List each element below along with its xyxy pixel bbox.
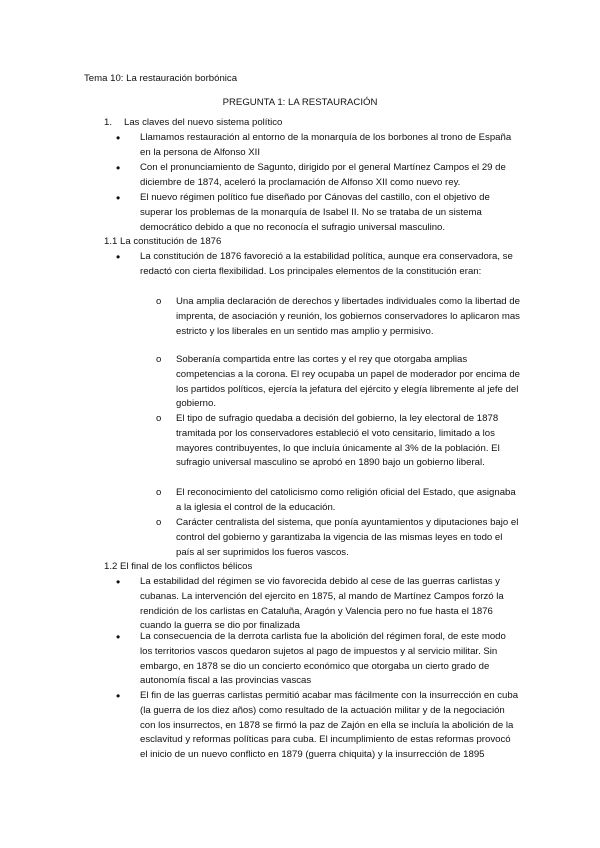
list-marker: o [156,296,162,307]
list-item: • El nuevo régimen político fue diseñado por Cánovas del castillo, con el objetivo de superar los problemas de la monarquía de Isabel II. No se trataba de un sistema democrático debido a que no reconocía el sufragio universal masculino. [120,191,520,235]
list-item: • La constitución de 1876 favoreció a la estabilidad política, aunque era conservadora, se redactó con cierta flexibilidad. Los principales elementos de la constitución eran: [120,250,520,280]
list-item: • Con el pronunciamiento de Sagunto, dirigido por el general Martínez Campos el 29 de diciembre de 1874, aceleró la proclamación de Alfonso XII como nuevo rey. [120,161,520,191]
section-title: Las claves del nuevo sistema político [124,117,283,128]
question-title: PREGUNTA 1: LA RESTAURACIÓN [222,97,378,108]
sub-list-item: o Carácter centralista del sistema, que ponía ayuntamientos y diputaciones bajo el control del gobierno y garantizaba la vigencia de las mismas leyes en todo el país al ser suprimidos los fueros vascos. [156,517,519,558]
subsection-heading-1-1: 1.1 La constitución de 1876 [104,236,222,247]
list-marker: o [156,517,162,528]
list-item: • La consecuencia de la derrota carlista fue la abolición del régimen foral, de este modo los territorios vascos quedaron sujetos al pago de impuestos y al servicio militar. Sin embargo, en 1878 se dio un concierto económico que otorgaba un cierto grado de autonomía fiscal a las provincias vascas [120,630,520,689]
section-number: 1. [104,117,113,128]
sub-list-item: o El tipo de sufragio quedaba a decisión del gobierno, la ley electoral de 1878 tramitada por los conservadores estableció el voto censitario, limitado a los mayores contribuyentes, lo que incluía únicamente al 3% de la población. El sufragio universal masculino se aprobó en 1890 bajo un gobierno liberal. [156,413,500,469]
list-item: • Llamamos restauración al entorno de la monarquía de los borbones al trono de España en la persona de Alfonso XII [120,131,520,161]
list-item: • El fin de las guerras carlistas permitió acabar mas fácilmente con la insurrección en cuba (la guerra de los diez años) como resultado de la actuación militar y de la negociación con los insurrectos, en 1878 se firmó la paz de Zajón en ella se incluía la abolición de la esclavitud y reformas políticas para cuba. El incumplimiento de estas reformas provocó el inicio de un nuevo conflicto en 1879 (guerra chiquita) y la insurrección de 1895 [120,689,520,763]
list-marker: o [156,487,162,498]
subsection-heading-1-2: 1.2 El final de los conflictos bélicos [104,561,253,572]
list-marker: o [156,413,162,424]
sub-list-item: o El reconocimiento del catolicismo como religión oficial del Estado, que asignaba a la iglesia el control de la educación. [156,487,516,513]
section-heading-1 [104,116,282,131]
sub-list-item: o Soberanía compartida entre las cortes y el rey que otorgaba amplias competencias a la corona. El rey ocupaba un papel de moderador por encima de los partidos políticos, ejercía la jefatura del ejército y elegía libremente al jefe del gobierno. [156,354,520,410]
list-item: • La estabilidad del régimen se vio favorecida debido al cese de las guerras carlistas y cubanas. La intervención del ejercito en 1875, al mando de Martínez Campos forzó la rendición de los carlistas en Cataluña, Aragón y Valencia pero no fue hasta el 1876 cuando la guerra se dio por finalizada [120,575,520,634]
sub-list-item: o Una amplia declaración de derechos y libertades individuales como la libertad de imprenta, de asociación y reunión, los gobiernos conservadores lo aplicaron mas estricto y los liberales en un sentido mas amplio y permisivo. [156,296,520,337]
document-title: Tema 10: La restauración borbónica [84,73,238,84]
list-marker: o [156,354,162,365]
